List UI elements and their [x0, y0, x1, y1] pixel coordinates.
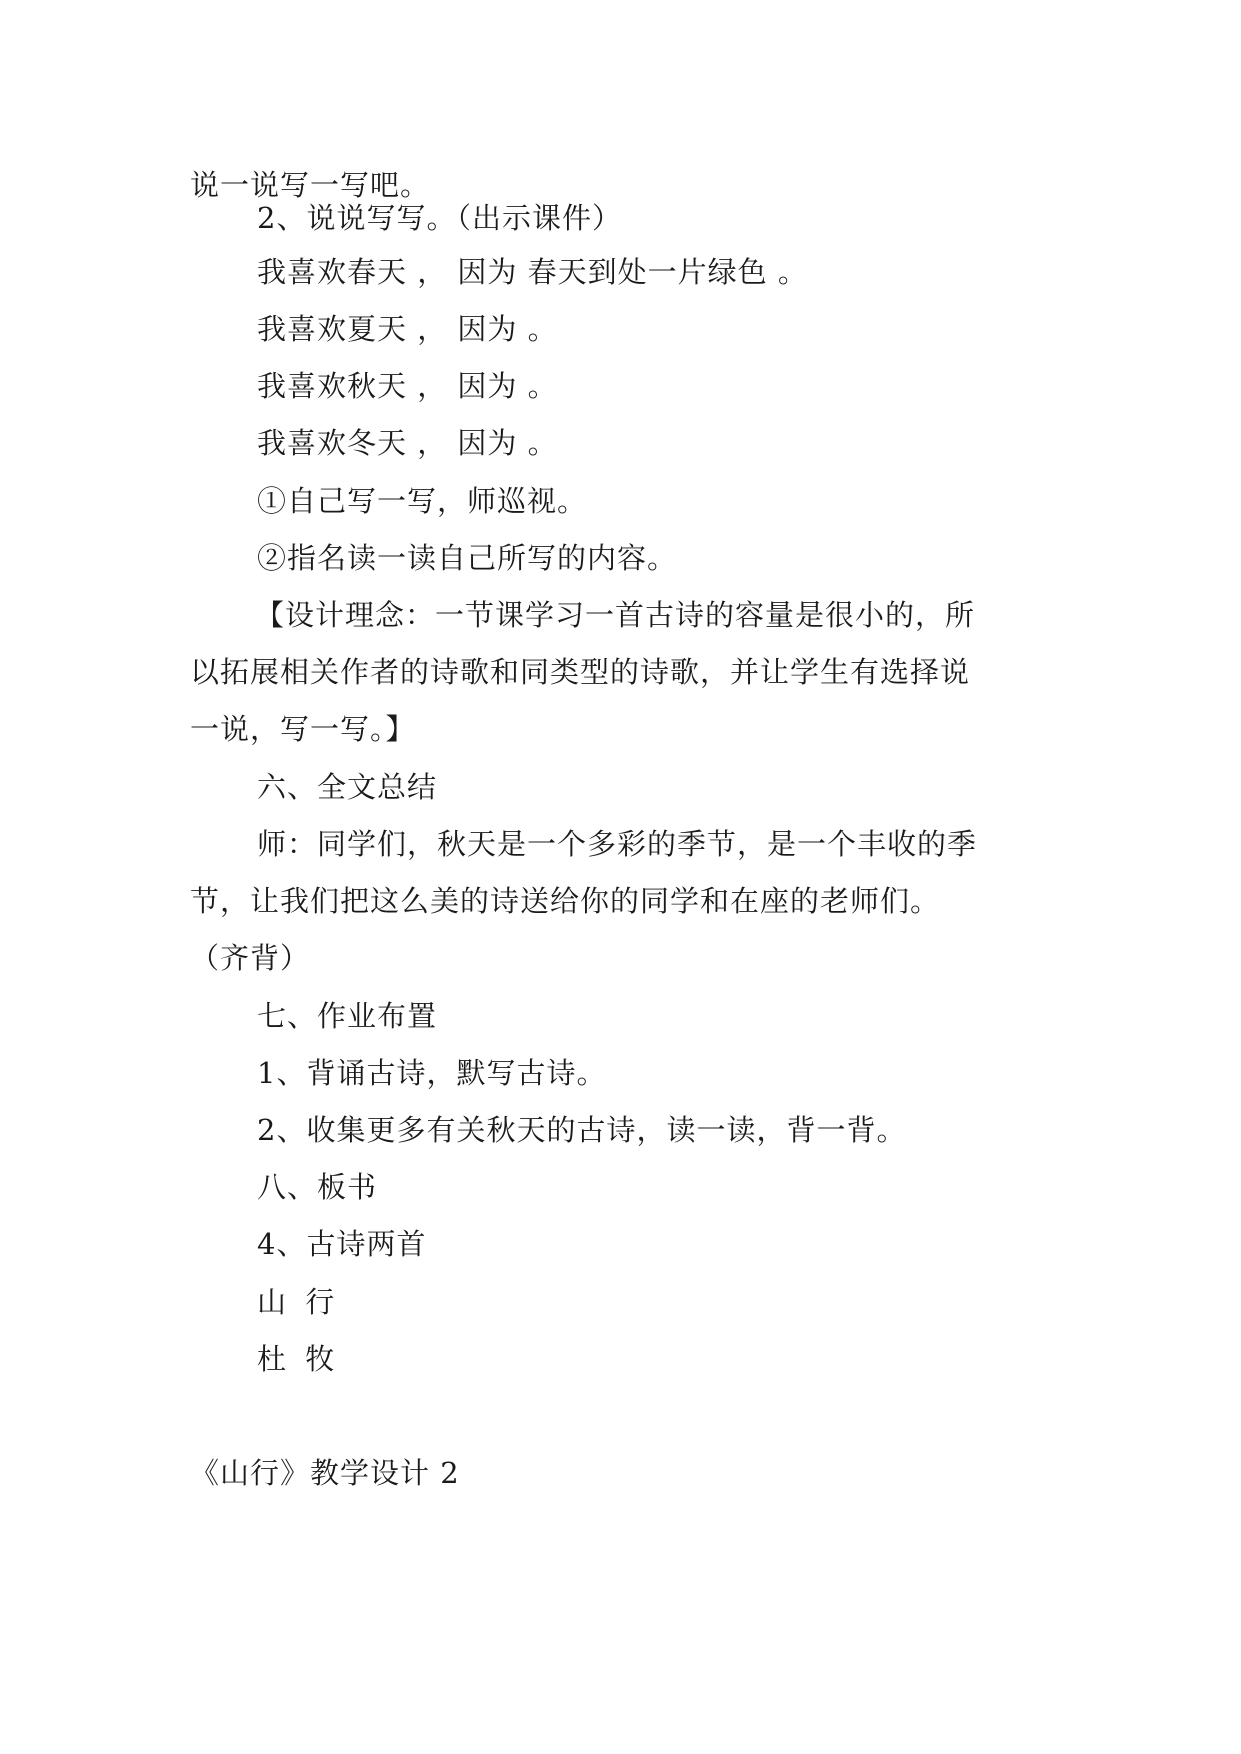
section-heading-board: 八、板书: [257, 1170, 378, 1204]
text-line-8: ②指名读一读自己所写的内容。: [257, 541, 678, 575]
section-heading-homework: 七、作业布置: [257, 999, 438, 1033]
poem-title: 山 行: [257, 1285, 340, 1319]
text-line-10: 以拓展相关作者的诗歌和同类型的诗歌，并让学生有选择说: [190, 655, 971, 689]
poem-author: 杜 牧: [257, 1342, 340, 1376]
text-line-14: 节，让我们把这么美的诗送给你的同学和在座的老师们。: [190, 884, 941, 918]
text-line-7: ①自己写一写，师巡视。: [257, 484, 588, 518]
text-line-4: 我喜欢夏天 ， 因为 。: [257, 312, 558, 346]
text-line-20: 4、古诗两首: [257, 1227, 427, 1261]
section-heading-summary: 六、全文总结: [257, 770, 438, 804]
text-line-3: 我喜欢春天 ， 因为 春天到处一片绿色 。: [257, 255, 808, 289]
text-line-2: 2、说说写写。（出示课件）: [257, 201, 622, 235]
text-line-9: 【设计理念：一节课学习一首古诗的容量是很小的，所: [255, 598, 976, 632]
text-line-13: 师：同学们，秋天是一个多彩的季节，是一个丰收的季: [257, 827, 978, 861]
text-line-1: 说一说写一写吧。: [190, 168, 431, 202]
text-line-17: 1、背诵古诗，默写古诗。: [257, 1056, 607, 1090]
text-line-6: 我喜欢冬天 ， 因为 。: [257, 426, 558, 460]
text-line-5: 我喜欢秋天 ， 因为 。: [257, 369, 558, 403]
next-section-title: 《山行》教学设计 2: [190, 1456, 460, 1490]
text-line-15: （齐背）: [190, 941, 311, 975]
text-line-11: 一说，写一写。】: [190, 712, 416, 746]
text-line-18: 2、收集更多有关秋天的古诗，读一读，背一背。: [257, 1113, 907, 1147]
